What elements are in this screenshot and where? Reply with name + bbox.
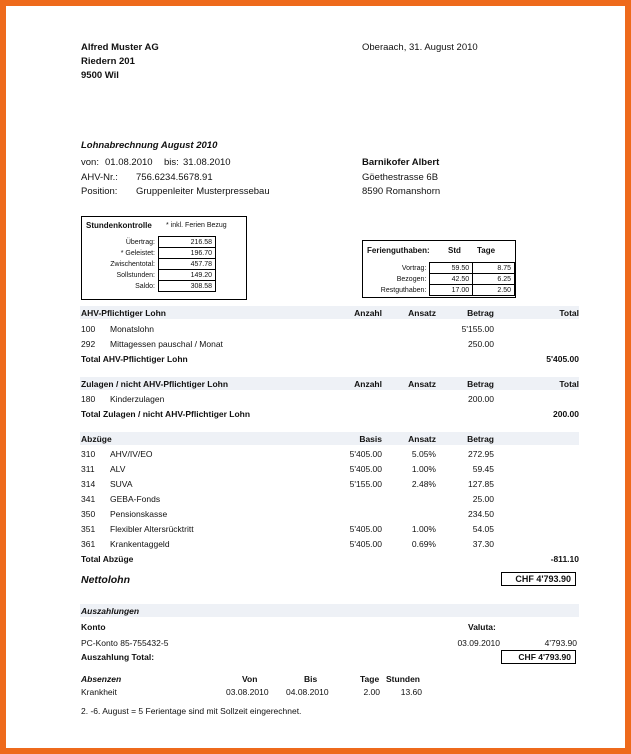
ferien-col-tage: Tage <box>477 246 496 255</box>
row-text: Pensionskasse <box>110 509 168 519</box>
row-betrag: 250.00 <box>468 339 494 349</box>
absenz-von: 03.08.2010 <box>226 687 269 697</box>
section3-total-label: Total Abzüge <box>81 554 134 564</box>
table-row: Restguthaben: 17.00 2.50 <box>367 285 515 296</box>
row-text: Kinderzulagen <box>110 394 165 404</box>
employee-name: Barnikofer Albert <box>362 157 440 168</box>
table-row: * Geleistet: 196.70 <box>96 248 216 259</box>
row-code: 180 <box>81 394 96 404</box>
row-code: 314 <box>81 479 96 489</box>
section2-title: Zulagen / nicht AHV-Pflichtiger Lohn <box>81 379 229 389</box>
ferien-title: Ferienguthaben: <box>367 246 430 255</box>
absenz-tage: 2.00 <box>363 687 380 697</box>
absenz-text: Krankheit <box>81 687 117 697</box>
section1-total: 5'405.00 <box>546 354 579 364</box>
row-betrag: 25.00 <box>472 494 494 504</box>
page-title: Lohnabrechnung August 2010 <box>81 140 218 151</box>
netto-value: CHF 4'793.90 <box>501 572 576 586</box>
row-basis: 5'155.00 <box>349 479 382 489</box>
valuta-label: Valuta: <box>468 622 496 632</box>
col-von: Von <box>242 674 258 684</box>
row-code: 351 <box>81 524 96 534</box>
col-anzahl: Anzahl <box>354 308 382 318</box>
ahv-label: AHV-Nr.: <box>81 172 118 183</box>
ferien-table <box>367 262 515 296</box>
row-code: 100 <box>81 324 96 334</box>
row-code: 350 <box>81 509 96 519</box>
col-tage: Tage <box>360 674 380 684</box>
table-row: Sollstunden: 149.20 <box>96 270 216 281</box>
company-city: 9500 Wil <box>81 70 119 81</box>
col-betrag: Betrag <box>467 308 494 318</box>
position-label: Position: <box>81 186 118 197</box>
row-betrag: 5'155.00 <box>461 324 494 334</box>
col-ansatz: Ansatz <box>408 379 436 389</box>
table-row: Übertrag: 216.58 <box>96 237 216 248</box>
row-text: AHV/IV/EO <box>110 449 153 459</box>
payslip-page <box>6 6 625 748</box>
row-code: 292 <box>81 339 96 349</box>
row-basis: 5'405.00 <box>349 464 382 474</box>
ahv-number: 756.6234.5678.91 <box>136 172 213 183</box>
col-total: Total <box>559 308 579 318</box>
row-betrag: 54.05 <box>472 524 494 534</box>
section2-total: 200.00 <box>553 409 579 419</box>
row-ansatz: 1.00% <box>411 464 436 474</box>
section-header-band <box>80 604 579 617</box>
employee-city: 8590 Romanshorn <box>362 186 441 197</box>
employee-street: Göethestrasse 6B <box>362 172 439 183</box>
konto-number: PC-Konto 85-755432-5 <box>81 638 169 648</box>
col-basis: Basis <box>359 434 382 444</box>
table-row: Vortrag: 59.50 8.75 <box>367 263 515 274</box>
auszahlung-total-label: Auszahlung Total: <box>81 652 155 662</box>
col-bis: Bis <box>304 674 318 684</box>
period-from: 01.08.2010 <box>105 157 153 168</box>
col-total: Total <box>559 379 579 389</box>
section2-total-label: Total Zulagen / nicht AHV-Pflichtiger Lohn <box>81 409 251 419</box>
row-ansatz: 5.05% <box>411 449 436 459</box>
ferienguthaben-box <box>362 240 516 298</box>
section1-total-label: Total AHV-Pflichtiger Lohn <box>81 354 188 364</box>
row-betrag: 200.00 <box>468 394 494 404</box>
row-text: SUVA <box>110 479 133 489</box>
row-text: Flexibler Altersrücktritt <box>110 524 194 534</box>
absenz-bis: 04.08.2010 <box>286 687 329 697</box>
row-betrag: 59.45 <box>472 464 494 474</box>
stundenkontrolle-note: * inkl. Ferien Bezug <box>166 222 227 229</box>
absenz-stunden: 13.60 <box>400 687 422 697</box>
col-betrag: Betrag <box>467 379 494 389</box>
col-anzahl: Anzahl <box>354 379 382 389</box>
table-row: Bezogen: 42.50 6.25 <box>367 274 515 285</box>
period-to: 31.08.2010 <box>183 157 231 168</box>
section3-title: Abzüge <box>81 434 112 444</box>
company-name: Alfred Muster AG <box>81 42 159 53</box>
valuta-date: 03.09.2010 <box>457 638 500 648</box>
konto-label: Konto <box>81 622 106 632</box>
auszahlungen-title: Auszahlungen <box>81 606 140 616</box>
row-basis: 5'405.00 <box>349 524 382 534</box>
place-date: Oberaach, 31. August 2010 <box>362 42 478 53</box>
stundenkontrolle-title: Stundenkontrolle <box>86 221 152 230</box>
row-ansatz: 0.69% <box>411 539 436 549</box>
period-from-label: von: <box>81 157 99 168</box>
row-text: Mittagessen pauschal / Monat <box>110 339 223 349</box>
stundenkontrolle-table <box>96 236 216 292</box>
period-to-label: bis: <box>164 157 179 168</box>
ferien-col-std: Std <box>448 246 461 255</box>
auszahlung-total: CHF 4'793.90 <box>501 650 576 664</box>
absenzen-title: Absenzen <box>81 674 122 684</box>
stundenkontrolle-box <box>81 216 247 300</box>
row-betrag: 127.85 <box>468 479 494 489</box>
row-ansatz: 1.00% <box>411 524 436 534</box>
position-value: Gruppenleiter Musterpressebau <box>136 186 270 197</box>
row-basis: 5'405.00 <box>349 449 382 459</box>
section3-total: -811.10 <box>550 554 579 564</box>
row-text: ALV <box>110 464 126 474</box>
row-betrag: 37.30 <box>472 539 494 549</box>
col-ansatz: Ansatz <box>408 308 436 318</box>
row-code: 341 <box>81 494 96 504</box>
row-text: GEBA-Fonds <box>110 494 161 504</box>
table-row: Zwischentotal: 457.78 <box>96 259 216 270</box>
section1-title: AHV-Pflichtiger Lohn <box>81 308 166 318</box>
row-betrag: 234.50 <box>468 509 494 519</box>
netto-label: Nettolohn <box>81 574 130 586</box>
row-code: 310 <box>81 449 96 459</box>
col-ansatz: Ansatz <box>408 434 436 444</box>
company-street: Riedern 201 <box>81 56 135 67</box>
footnote: 2. -6. August = 5 Ferientage sind mit Sollzeit eingerechnet. <box>81 706 302 716</box>
auszahlung-betrag: 4'793.90 <box>544 638 577 648</box>
row-text: Monatslohn <box>110 324 154 334</box>
col-stunden: Stunden <box>386 674 420 684</box>
row-text: Krankentaggeld <box>110 539 170 549</box>
row-betrag: 272.95 <box>468 449 494 459</box>
table-row: Saldo: 308.58 <box>96 281 216 292</box>
col-betrag: Betrag <box>467 434 494 444</box>
row-code: 311 <box>81 464 95 474</box>
row-ansatz: 2.48% <box>411 479 436 489</box>
row-basis: 5'405.00 <box>349 539 382 549</box>
row-code: 361 <box>81 539 96 549</box>
